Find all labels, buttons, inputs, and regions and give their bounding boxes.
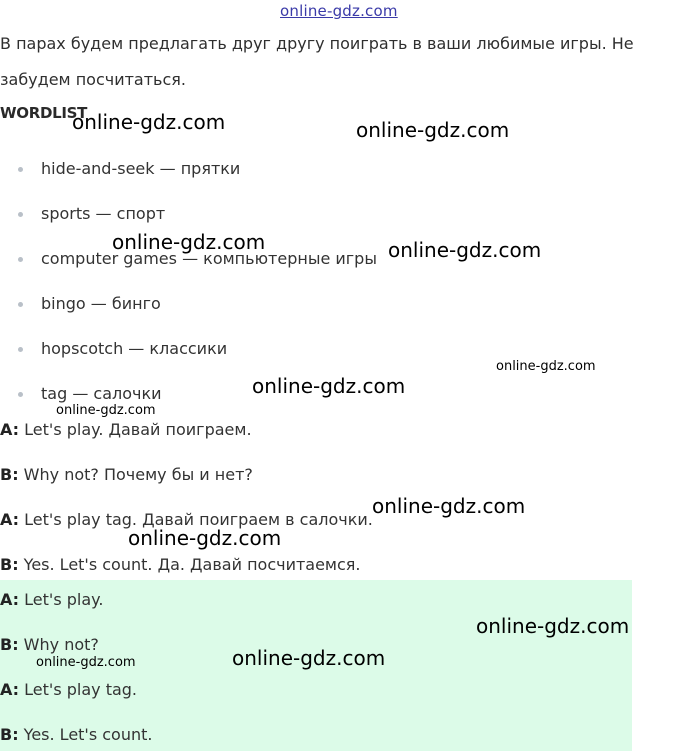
dialogue-text: Yes. Let's count. Да. Давай посчитаемся. — [18, 555, 361, 574]
list-item — [0, 283, 420, 328]
dialogue-text: Let's play. — [19, 590, 104, 609]
watermark: online-gdz.com — [128, 526, 282, 550]
dialogue-text: Let's play. Давай поиграем. — [19, 420, 252, 439]
speaker-label: A: — [0, 420, 20, 439]
watermark: online-gdz.com — [56, 403, 156, 418]
watermark: online-gdz.com — [112, 230, 266, 254]
watermark: online-gdz.com — [36, 655, 136, 670]
watermark: online-gdz.com — [72, 110, 226, 134]
speaker-label: A: — [0, 510, 20, 529]
list-item-text: hide-and-seek — прятки — [41, 159, 241, 178]
speaker-label: B: — [0, 465, 19, 484]
intro-line-2: забудем посчитаться. — [0, 70, 186, 89]
dialogue-text: Why not? Почему бы и нет? — [18, 465, 253, 484]
dialogue-line — [0, 725, 152, 744]
watermark: online-gdz.com — [232, 646, 386, 670]
watermark: online-gdz.com — [388, 238, 542, 262]
speaker-label: B: — [0, 725, 19, 744]
list-item-text: bingo — бинго — [41, 294, 161, 313]
dialogue-line — [0, 680, 137, 699]
watermark: online-gdz.com — [496, 359, 596, 374]
bullet-icon — [18, 212, 23, 217]
watermark: online-gdz.com — [252, 374, 406, 398]
speaker-label: B: — [0, 635, 19, 654]
watermark: online-gdz.com — [476, 614, 630, 638]
bullet-icon — [18, 167, 23, 172]
watermark: online-gdz.com — [356, 118, 510, 142]
bullet-icon — [18, 392, 23, 397]
dialogue-line — [0, 590, 103, 609]
wordlist-heading: WORDLIST — [0, 104, 88, 122]
dialogue-line — [0, 555, 361, 574]
dialogue-text: Let's play tag. — [19, 680, 138, 699]
dialogue-text: Let's play tag. Давай поиграем в салочки. — [19, 510, 373, 529]
speaker-label: A: — [0, 590, 20, 609]
bullet-icon — [18, 302, 23, 307]
list-item — [0, 328, 420, 373]
list-item-text: computer games — компьютерные игры — [41, 249, 377, 268]
speaker-label: A: — [0, 680, 20, 699]
watermark: online-gdz.com — [372, 494, 526, 518]
site-link[interactable]: online-gdz.com — [280, 2, 398, 20]
dialogue-line — [0, 635, 99, 654]
list-item-text: sports — спорт — [41, 204, 166, 223]
dialogue-text: Why not? — [18, 635, 99, 654]
list-item — [0, 148, 420, 193]
list-item-text: hopscotch — классики — [41, 339, 228, 358]
bullet-icon — [18, 257, 23, 262]
speaker-label: B: — [0, 555, 19, 574]
bullet-icon — [18, 347, 23, 352]
intro-line-1: В парах будем предлагать друг другу поиграть в ваши любимые игры. Не — [0, 34, 634, 53]
dialogue-line — [0, 465, 253, 484]
dialogue-text: Yes. Let's count. — [18, 725, 153, 744]
list-item-text: tag — салочки — [41, 384, 162, 403]
dialogue-line — [0, 420, 252, 439]
